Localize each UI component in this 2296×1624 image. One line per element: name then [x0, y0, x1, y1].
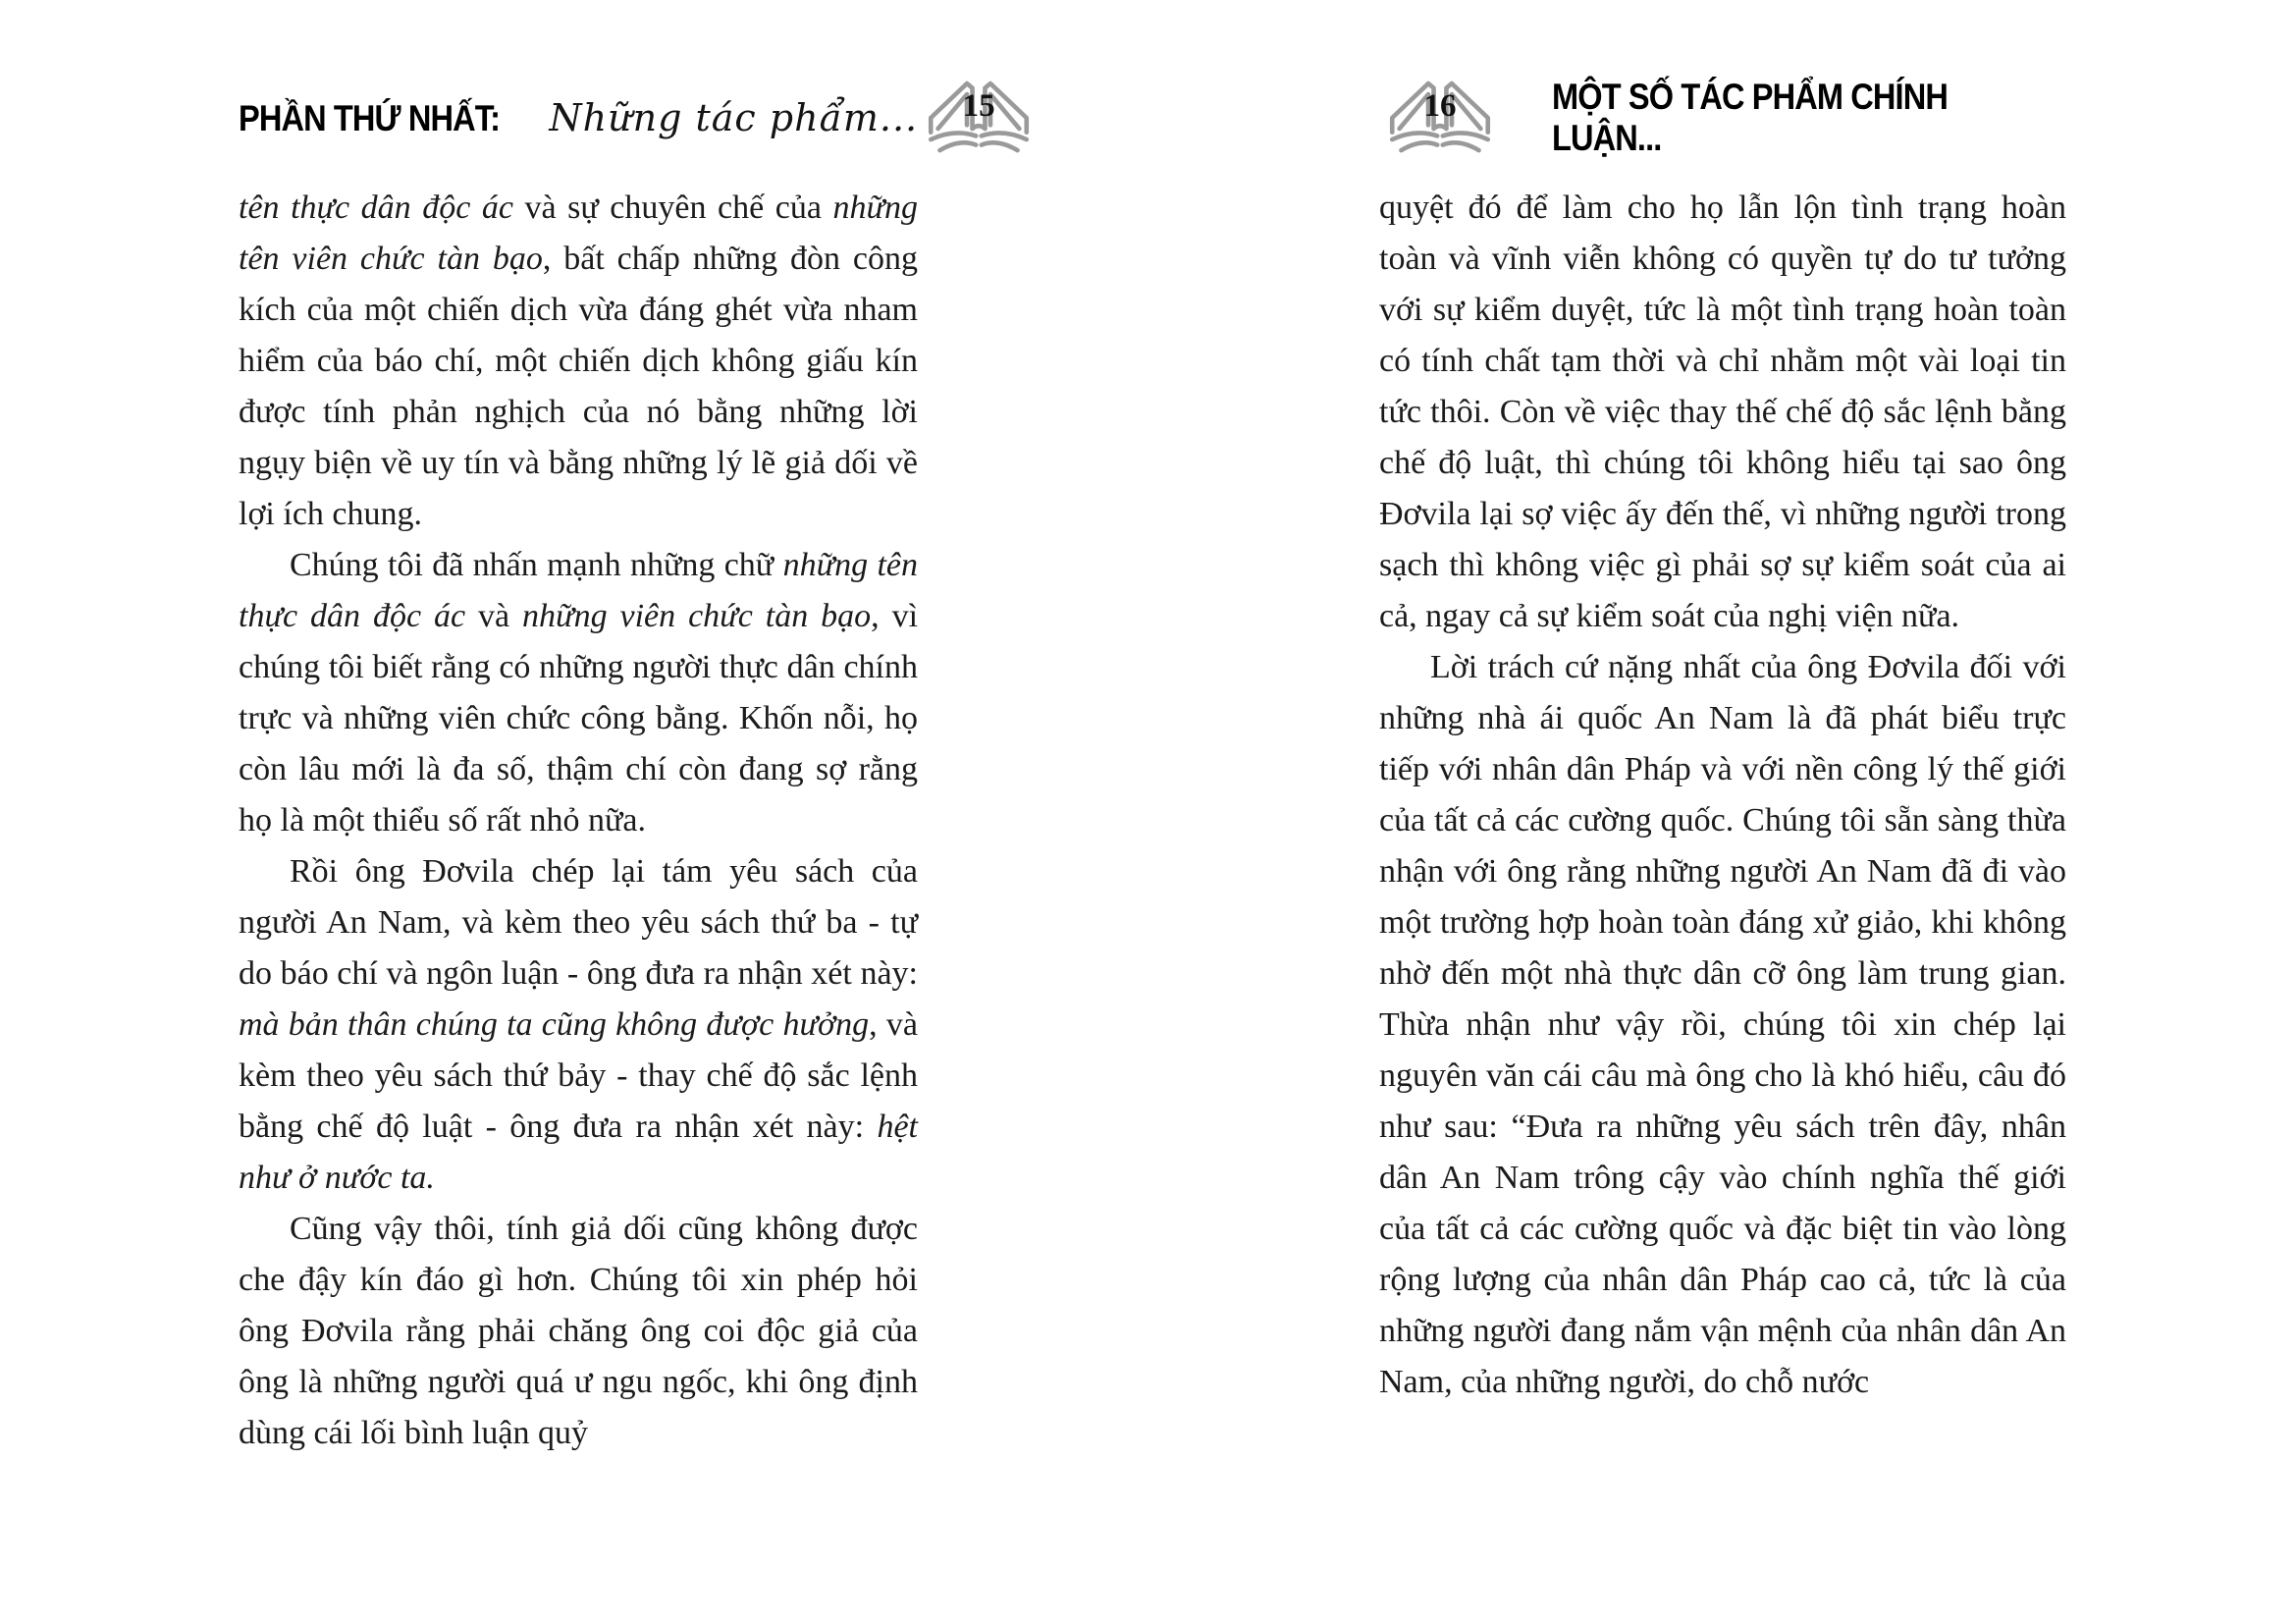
text-run: , vì chúng tôi biết rằng có những người thực dân chính trực và những viên chức công bằng. Khốn nỗi, họ còn lâu mới là đa số, thậm chí còn đang sợ rằng họ là một thiểu số rất nhỏ nữa.	[239, 598, 919, 839]
page-number: 15	[962, 88, 995, 124]
paragraph	[239, 540, 918, 846]
paragraph	[1379, 642, 2066, 1408]
paragraph	[1379, 183, 2066, 642]
page-16	[1379, 71, 2066, 1408]
text-run: Lời trách cứ nặng nhất của ông Đơvila đối với những nhà ái quốc An Nam là đã phát biểu trực tiếp với nhân dân Pháp và với nền công lý thế giới của tất cả các cường quốc. Chúng tôi sẵn sàng thừa nhận với ông rằng những người An Nam đã đi vào một trường hợp hoàn toàn đáng xử giảo, khi không nhờ đến một nhà thực dân cỡ ông làm trung gian. Thừa nhận như vậy rồi, chúng tôi xin chép lại nguyên văn cái câu mà ông cho là khó hiểu, câu đó như sau: “Đưa ra những yêu sách trên đây, nhân dân An Nam trông cậy vào chính nghĩa thế giới của tất cả các cường quốc và đặc biệt tin vào lòng rộng lượng của nhân dân Pháp cao cả, tức là của những người đang nắm vận mệnh của nhân dân An Nam, của những người, do chỗ nước	[1379, 649, 2066, 1400]
paragraph	[239, 846, 918, 1204]
header-title-group	[239, 96, 918, 139]
page-header-left	[239, 71, 995, 165]
page-15	[239, 71, 995, 1459]
text-run: quyệt đó để làm cho họ lẫn lộn tình trạng hoàn toàn và vĩnh viễn không có quyền tự do tư tưởng với sự kiểm duyệt, tức là một tình trạng hoàn toàn có tính chất tạm thời và chỉ nhằm một vài loại tin tức thôi. Còn về việc thay thế chế độ sắc lệnh bằng chế độ luật, thì chúng tôi không hiểu tại sao ông Đơvila lại sợ việc ấy đến thế, vì những người trong sạch thì không việc gì phải sợ sự kiểm soát của ai cả, ngay cả sự kiểm soát của nghị viện nữa.	[1379, 189, 2066, 634]
chapter-title: MỘT SỐ TÁC PHẨM CHÍNH LUẬN...	[1552, 77, 1948, 158]
italic-text-run: hệt như ở nước ta.	[239, 1109, 918, 1196]
page-header-right	[1379, 71, 2066, 165]
italic-text-run: những tên thực dân độc ác	[239, 547, 918, 634]
text-run: , và kèm theo yêu sách thứ bảy - thay chế độ sắc lệnh bằng chế độ luật - ông đưa ra nhận xét này:	[239, 1006, 918, 1145]
page-number: 16	[1423, 88, 1457, 124]
text-run: Rồi ông Đơvila chép lại tám yêu sách của người An Nam, và kèm theo yêu sách thứ ba - tự do báo chí và ngôn luận - ông đưa ra nhận xét này:	[239, 853, 918, 992]
italic-text-run: mà bản thân chúng ta cũng không được hưởng	[239, 1006, 870, 1043]
text-run: , bất chấp những đòn công kích của một chiến dịch vừa đáng ghét vừa nham hiểm của báo chí, một chiến dịch không giấu kín được tính phản nghịch của nó bằng những lời ngụy biện về uy tín và bằng những lý lẽ giả dối về lợi ích chung.	[239, 241, 918, 532]
section-subtitle-script: Những tác phẩm...	[549, 96, 919, 139]
paragraph	[239, 183, 918, 540]
text-run: Chúng tôi đã nhấn mạnh những chữ	[290, 547, 783, 583]
text-run: Cũng vậy thôi, tính giả dối cũng không được che đậy kín đáo gì hơn. Chúng tôi xin phép hỏi ông Đơvila rằng phải chăng ông coi độc giả của ông là những người quá ư ngu ngốc, khi ông định dùng cái lối bình luận quỷ	[239, 1211, 918, 1451]
italic-text-run: những viên chức tàn bạo	[522, 598, 872, 634]
open-book-icon	[1379, 73, 1501, 163]
text-run: và	[478, 598, 523, 634]
text-run: và sự chuyên chế của	[524, 189, 833, 226]
paragraph	[239, 1204, 918, 1459]
page-body	[1379, 183, 2066, 1408]
open-book-icon	[918, 73, 1040, 163]
page-body	[239, 183, 918, 1459]
italic-text-run: tên thực dân độc ác	[239, 189, 525, 226]
section-label: PHẦN THỨ NHẤT:	[239, 98, 501, 138]
italic-text-run: những tên viên chức tàn bạo	[239, 189, 918, 277]
